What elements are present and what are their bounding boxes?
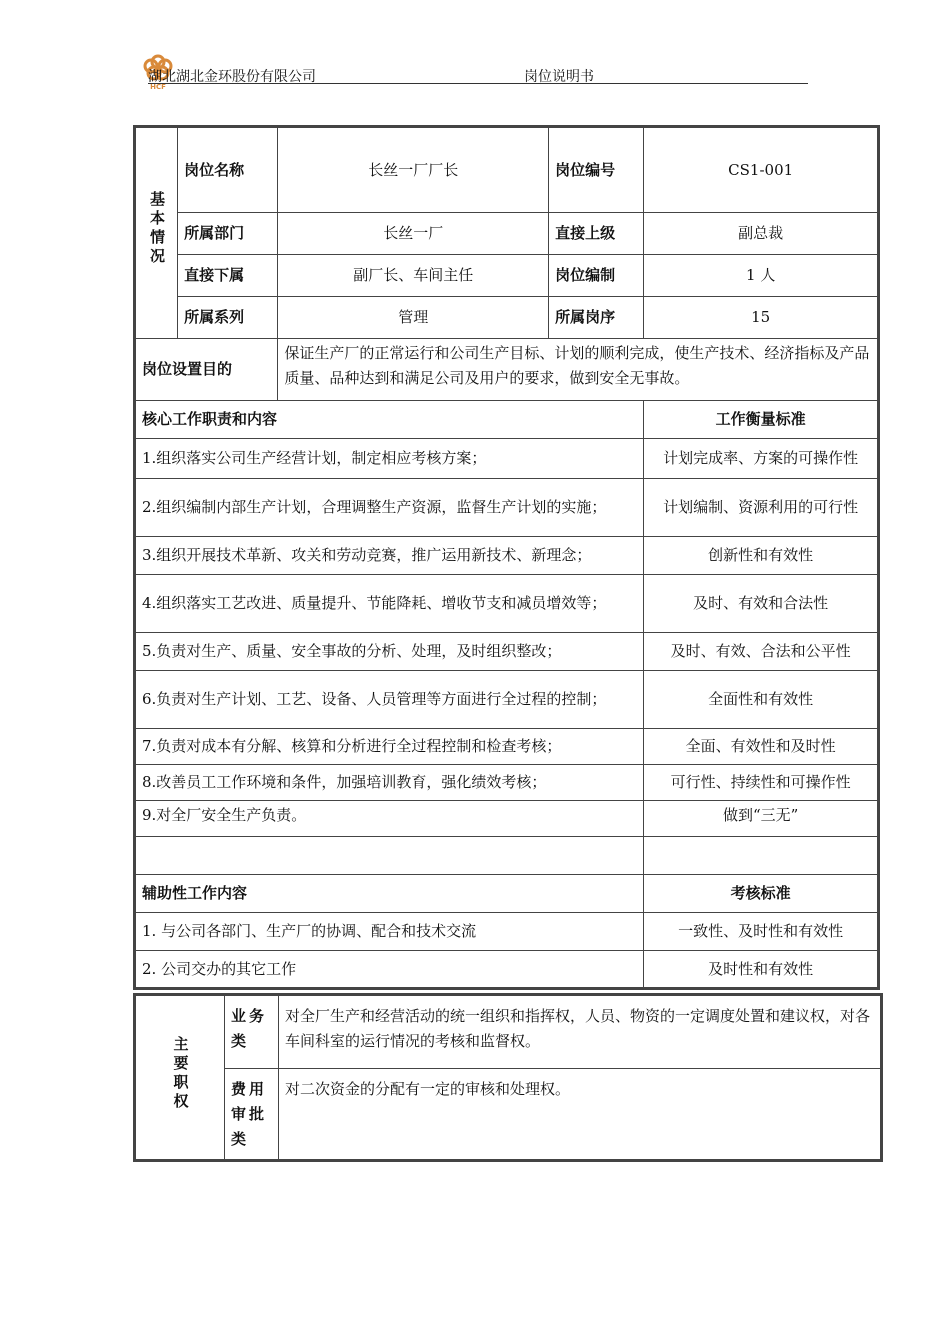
authority-text: 对二次资金的分配有一定的审核和处理权。 xyxy=(279,1069,882,1161)
subordinates-label: 直接下属 xyxy=(178,255,278,297)
duty-cell: 1.组织落实公司生产经营计划，制定相应考核方案； xyxy=(135,439,644,479)
headcount-value: 1 人 xyxy=(644,255,879,297)
table-row xyxy=(135,913,879,951)
duty-cell: 4.组织落实工艺改进、质量提升、节能降耗、增收节支和减员增效等； xyxy=(135,575,644,633)
aux-duty-cell: 2. 公司交办的其它工作 xyxy=(135,951,644,989)
rank-label: 所属岗序 xyxy=(549,297,644,339)
duty-cell: 9.对全厂安全生产负责。 xyxy=(135,801,644,837)
company-name: 湖北湖北金环股份有限公司 xyxy=(148,69,316,85)
authority-category: 业务类 xyxy=(225,995,279,1069)
standard-cell: 计划完成率、方案的可操作性 xyxy=(644,439,879,479)
table-row xyxy=(135,479,879,537)
core-duties-header: 核心工作职责和内容 xyxy=(135,401,644,439)
empty-cell xyxy=(135,837,644,875)
job-title-label: 岗位名称 xyxy=(178,127,278,213)
purpose-row xyxy=(135,339,879,401)
aux-duties-header: 辅助性工作内容 xyxy=(135,875,644,913)
supervisor-label: 直接上级 xyxy=(549,213,644,255)
table-row xyxy=(135,951,879,989)
subordinates-value: 副厂长、车间主任 xyxy=(278,255,549,297)
duty-cell: 3.组织开展技术革新、攻关和劳动竞赛，推广运用新技术、新理念； xyxy=(135,537,644,575)
duty-cell: 7.负责对成本有分解、核算和分析进行全过程控制和检查考核； xyxy=(135,729,644,765)
empty-cell xyxy=(644,837,879,875)
basic-section-label: 基本情况 xyxy=(135,127,178,339)
job-description-table xyxy=(133,125,880,990)
aux-header-row xyxy=(135,875,879,913)
standard-cell: 创新性和有效性 xyxy=(644,537,879,575)
header-rule xyxy=(148,83,808,84)
standard-cell: 可行性、持续性和可操作性 xyxy=(644,765,879,801)
headcount-label: 岗位编制 xyxy=(549,255,644,297)
logo-text: HCF xyxy=(150,83,166,91)
department-value: 长丝一厂 xyxy=(278,213,549,255)
table-row xyxy=(135,575,879,633)
table-row xyxy=(135,801,879,837)
basic-row xyxy=(135,127,879,213)
authority-row xyxy=(135,1069,882,1161)
table-row xyxy=(135,671,879,729)
job-title-value: 长丝一厂厂长 xyxy=(278,127,549,213)
series-label: 所属系列 xyxy=(178,297,278,339)
department-label: 所属部门 xyxy=(178,213,278,255)
rank-value: 15 xyxy=(644,297,879,339)
aux-standard-header: 考核标准 xyxy=(644,875,879,913)
table-row xyxy=(135,633,879,671)
table-row xyxy=(135,439,879,479)
standard-cell: 做到“三无” xyxy=(644,801,879,837)
aux-standard-cell: 及时性和有效性 xyxy=(644,951,879,989)
authority-section-label: 主要职权 xyxy=(135,995,225,1161)
table-row xyxy=(135,765,879,801)
standard-cell: 及时、有效、合法和公平性 xyxy=(644,633,879,671)
duty-cell: 6.负责对生产计划、工艺、设备、人员管理等方面进行全过程的控制； xyxy=(135,671,644,729)
authority-category: 费用审批类 xyxy=(225,1069,279,1161)
job-code-value: CS1-001 xyxy=(644,127,879,213)
duty-cell: 5.负责对生产、质量、安全事故的分析、处理，及时组织整改； xyxy=(135,633,644,671)
authority-text: 对全厂生产和经营活动的统一组织和指挥权，人员、物资的一定调度处置和建议权，对各车间科室的运行情况的考核和监督权。 xyxy=(279,995,882,1069)
table-row xyxy=(135,537,879,575)
empty-row xyxy=(135,837,879,875)
purpose-text: 保证生产厂的正常运行和公司生产目标、计划的顺利完成，使生产技术、经济指标及产品质量、品种达到和满足公司及用户的要求，做到安全无事故。 xyxy=(278,339,879,401)
standard-cell: 全面性和有效性 xyxy=(644,671,879,729)
aux-standard-cell: 一致性、及时性和有效性 xyxy=(644,913,879,951)
authority-row xyxy=(135,995,882,1069)
standard-cell: 及时、有效和合法性 xyxy=(644,575,879,633)
page-header xyxy=(138,52,808,92)
job-code-label: 岗位编号 xyxy=(549,127,644,213)
standard-cell: 全面、有效性和及时性 xyxy=(644,729,879,765)
supervisor-value: 副总裁 xyxy=(644,213,879,255)
authority-table xyxy=(133,993,883,1162)
aux-duty-cell: 1. 与公司各部门、生产厂的协调、配合和技术交流 xyxy=(135,913,644,951)
standard-cell: 计划编制、资源利用的可行性 xyxy=(644,479,879,537)
basic-row xyxy=(135,213,879,255)
document-title: 岗位说明书 xyxy=(524,69,594,85)
basic-row xyxy=(135,255,879,297)
duty-cell: 2.组织编制内部生产计划，合理调整生产资源，监督生产计划的实施； xyxy=(135,479,644,537)
basic-row xyxy=(135,297,879,339)
purpose-label: 岗位设置目的 xyxy=(135,339,278,401)
core-standard-header: 工作衡量标准 xyxy=(644,401,879,439)
core-header-row xyxy=(135,401,879,439)
table-row xyxy=(135,729,879,765)
duty-cell: 8.改善员工工作环境和条件，加强培训教育，强化绩效考核； xyxy=(135,765,644,801)
series-value: 管理 xyxy=(278,297,549,339)
